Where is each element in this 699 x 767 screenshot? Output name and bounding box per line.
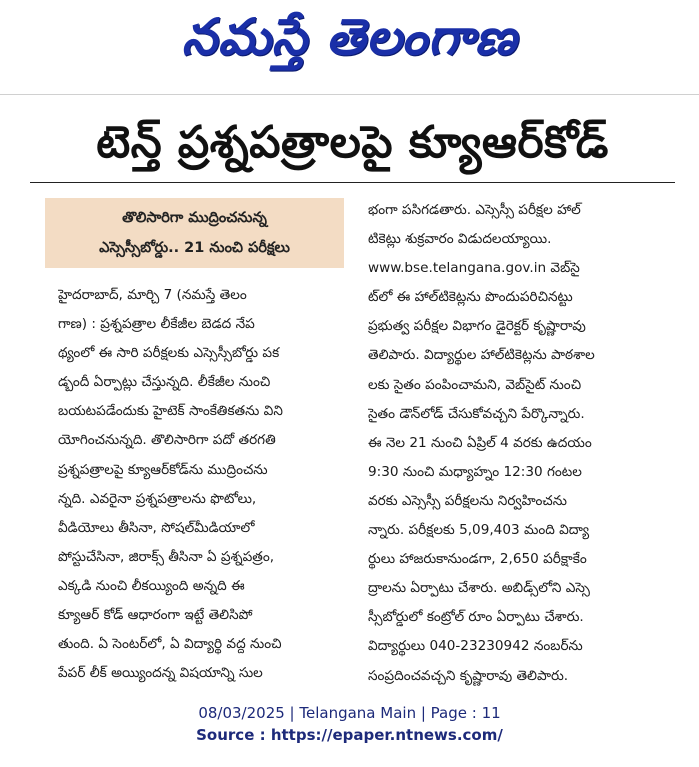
text-line: భంగా పసిగడతారు. ఎస్సెస్సీ పరీక్షల హాల్ (368, 202, 581, 218)
text-line: పోస్టుచేసినా, జిరాక్స్ తీసినా ఏ ప్రశ్నపత్రం, (58, 548, 275, 565)
masthead-divider (0, 94, 699, 95)
text-line: థ్యంలో ఈ సారి పరీక్షలకు ఎస్సెస్సీబోర్డు పక (58, 345, 280, 362)
text-line: ఈ నెల 21 నుంచి ఏప్రిల్ 4 వరకు ఉదయం (368, 434, 592, 451)
text-line: www.bse.telangana.gov.in వెబ్‌సై (368, 260, 580, 277)
text-line: ప్రశ్నపత్రాలపై క్యూఆర్‌కోడ్‌ను ముద్రించను (58, 461, 268, 478)
text-line: విద్యార్థులు 040-23230942 నంబర్‌ను (368, 638, 583, 655)
text-line: పేపర్ లీక్ అయ్యిందన్న విషయాన్ని సుల (58, 665, 263, 682)
edition-info: 08/03/2025 | Telangana Main | Page : 11 (198, 704, 501, 722)
newspaper-logo: నమస్తే తెలంగాణ (181, 8, 518, 66)
text-line: న్నది. ఎవరైనా ప్రశ్నపత్రాలను ఫొటోలు, (58, 490, 257, 507)
text-line: స్సీబోర్డులో కంట్రోల్ రూం ఏర్పాటు చేశారు. (368, 609, 584, 626)
source-link[interactable]: Source : https://epaper.ntnews.com/ (196, 726, 503, 744)
text-line: క్యూఆర్ కోడ్ ఆధారంగా ఇట్టే తెలిసిపో (58, 607, 253, 624)
text-line: సంప్రదించవచ్చని కృష్ణారావు తెలిపారు. (368, 667, 569, 684)
text-line: టికెట్లు శుక్రవారం విడుదలయ్యాయి. (368, 231, 552, 248)
article-headline: టెన్త్ ప్రశ్నపత్రాలపై క్యూఆర్‌కోడ్ (30, 110, 675, 183)
article-subhead (45, 198, 344, 268)
text-line: తుంది. ఏ సెంటర్‌లో, ఏ విద్యార్థి వద్ద నుంచి (58, 636, 282, 653)
text-line: ర్థులు హాజరుకానుండగా, 2,650 పరీక్షాకేం (368, 551, 587, 568)
text-line: వీడియోలు తీసినా, సోషల్‌మీడియాలో (58, 519, 255, 536)
text-line: తెలిపారు. విద్యార్థుల హాల్‌టికెట్లను పాఠశాల (368, 347, 595, 364)
text-line: డ్బందీ ఏర్పాట్లు చేస్తున్నది. లీకేజీల నుంచి (58, 374, 271, 391)
subhead-line: తొలిసారిగా ముద్రించనున్న (122, 210, 267, 226)
text-line: యోగించనున్నది. తొలిసారిగా పదో తరగతి (58, 432, 276, 449)
masthead (0, 0, 699, 78)
text-line: హైదరాబాద్, మార్చి 7 (నమస్తే తెలం (58, 287, 247, 303)
text-line: న్నారు. పరీక్షలకు 5,09,403 మంది విద్యా (368, 522, 590, 539)
article-column-right (368, 196, 668, 691)
text-line: ప్రభుత్వ పరీక్షల విభాగం డైరెక్టర్ కృష్ణారావు (368, 318, 586, 335)
text-line: ఎక్కడి నుంచి లీకయ్యింది అన్నది ఈ (58, 577, 245, 594)
text-line: ద్రాలను ఏర్పాటు చేశారు. అబిడ్స్‌లోని ఎస్సె (368, 580, 590, 597)
article-column-left (58, 281, 350, 688)
subhead-line: ఎస్సెస్సీబోర్డు.. 21 నుంచి పరీక్షలు (99, 240, 290, 256)
text-line: ట్‌లో ఈ హాల్‌టికెట్లను పొందుపరిచినట్టు (368, 289, 573, 306)
text-line: సైతం డౌన్‌లోడ్ చేసుకోవచ్చని పేర్కొన్నారు. (368, 405, 585, 422)
text-line: 9:30 నుంచి మధ్యాహ్నం 12:30 గంటల (368, 463, 582, 480)
text-line: వరకు ఎస్సెస్సీ పరీక్షలను నిర్వహించను (368, 492, 567, 509)
text-line: గాణ) : ప్రశ్నపత్రాల లీకేజీల బెడద నేప (58, 316, 255, 333)
text-line: బయటపడేందుకు హైటెక్ సాంకేతికతను విని (58, 403, 283, 420)
text-line: లకు సైతం పంపించామని, వెబ్‌సైట్ నుంచి (368, 376, 582, 393)
